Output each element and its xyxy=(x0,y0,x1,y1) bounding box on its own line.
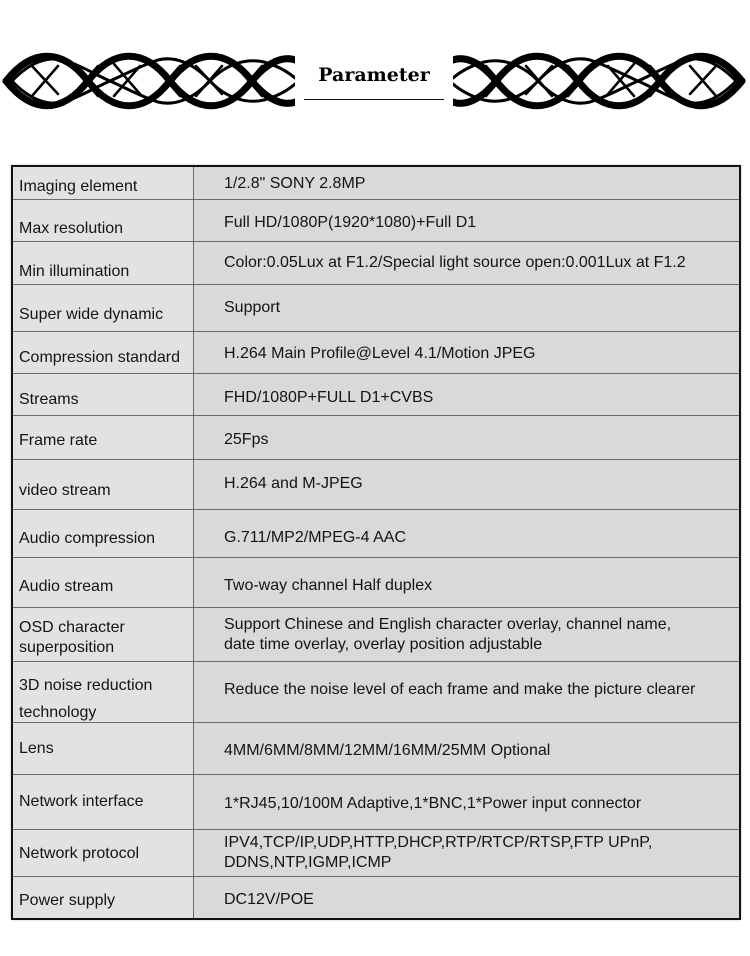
spec-value: Color:0.05Lux at F1.2/Special light source open:0.001Lux at F1.2 xyxy=(224,254,686,271)
spec-value: Two-way channel Half duplex xyxy=(224,577,433,594)
table-row xyxy=(13,374,739,416)
spec-value: 25Fps xyxy=(224,431,269,448)
spec-label: Max resolution xyxy=(19,220,124,237)
spec-value: 4MM/6MM/8MM/12MM/16MM/25MM Optional xyxy=(224,742,551,759)
table-row xyxy=(13,332,739,374)
spec-value: DC12V/POE xyxy=(224,891,314,908)
spec-label: video stream xyxy=(19,482,111,499)
table-row xyxy=(13,723,739,775)
spec-label: Frame rate xyxy=(19,432,98,449)
table-row xyxy=(13,608,739,662)
spec-value: 1/2.8" SONY 2.8MP xyxy=(224,175,366,192)
spec-value: Reduce the noise level of each frame and make the picture clearer xyxy=(224,681,696,698)
celtic-knot-right-icon xyxy=(453,44,746,118)
table-row xyxy=(13,242,739,285)
spec-value: IPV4,TCP/IP,UDP,HTTP,DHCP,RTP/RTCP/RTSP,FTP UPnP, DDNS,NTP,IGMP,ICMP xyxy=(224,834,653,871)
table-row xyxy=(13,285,739,332)
spec-value: Support Chinese and English character overlay, channel name, date time overlay, overlay position adjustable xyxy=(224,616,672,653)
table-row xyxy=(13,775,739,830)
spec-label: OSD character superposition xyxy=(19,619,125,656)
spec-label: Imaging element xyxy=(19,178,138,195)
table-row xyxy=(13,877,739,918)
spec-value: H.264 and M-JPEG xyxy=(224,475,363,492)
parameter-banner xyxy=(0,38,750,122)
table-row xyxy=(13,416,739,460)
spec-value: FHD/1080P+FULL D1+CVBS xyxy=(224,389,434,406)
spec-label: Compression standard xyxy=(19,349,180,366)
specification-table xyxy=(11,165,741,920)
table-row xyxy=(13,167,739,200)
page-title: Parameter xyxy=(318,64,430,86)
spec-value: G.711/MP2/MPEG-4 AAC xyxy=(224,529,406,546)
spec-value: H.264 Main Profile@Level 4.1/Motion JPEG xyxy=(224,345,536,362)
title-underline xyxy=(304,99,444,100)
celtic-knot-left-icon xyxy=(2,44,295,118)
title-block xyxy=(304,58,444,102)
spec-value: Support xyxy=(224,299,281,316)
spec-label: Streams xyxy=(19,391,79,408)
spec-label: 3D noise reduction technology xyxy=(19,677,153,721)
spec-value: Full HD/1080P(1920*1080)+Full D1 xyxy=(224,214,477,231)
table-row xyxy=(13,510,739,558)
spec-label: Power supply xyxy=(19,892,116,909)
table-row xyxy=(13,460,739,510)
spec-value: 1*RJ45,10/100M Adaptive,1*BNC,1*Power input connector xyxy=(224,795,642,812)
spec-label: Audio compression xyxy=(19,530,156,547)
table-row xyxy=(13,662,739,723)
spec-label: Network interface xyxy=(19,793,144,810)
spec-label: Super wide dynamic xyxy=(19,306,164,323)
table-row xyxy=(13,200,739,242)
table-row xyxy=(13,558,739,608)
spec-label: Audio stream xyxy=(19,578,114,595)
table-row xyxy=(13,830,739,877)
spec-label: Lens xyxy=(19,740,54,757)
spec-label: Min illumination xyxy=(19,263,130,280)
spec-label: Network protocol xyxy=(19,845,140,862)
